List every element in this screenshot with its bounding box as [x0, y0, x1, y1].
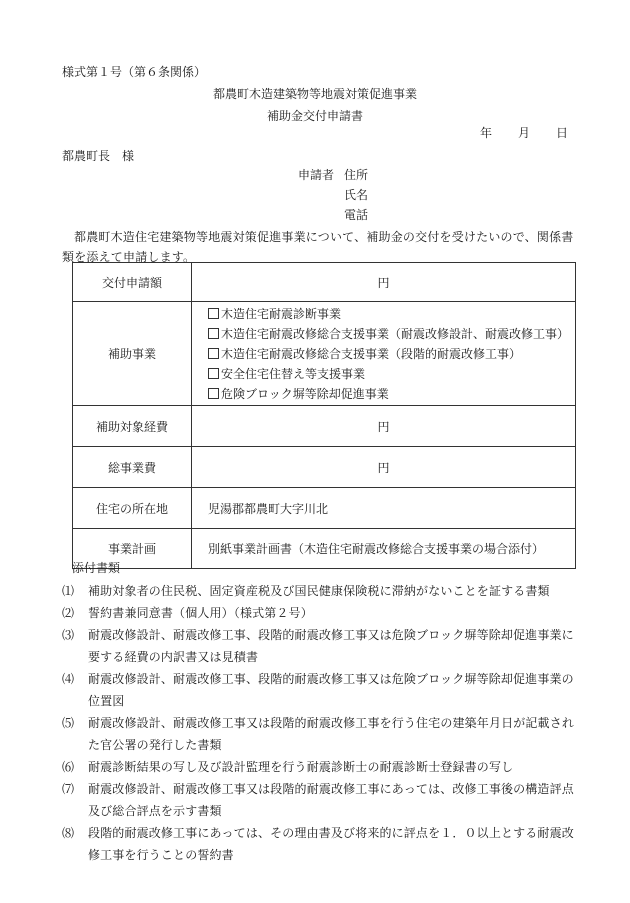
attachment-number: ⑻ [62, 826, 75, 840]
subsidy-option-5[interactable] [208, 384, 575, 404]
subsidy-project-options [192, 302, 576, 406]
attachment-text: 補助対象者の住民税、固定資産税及び国民健康保険税に滞納がないことを証する書類 [88, 584, 550, 598]
checkbox-icon[interactable] [208, 368, 219, 379]
attachment-text: 耐震診断結果の写し及び設計監理を行う耐震診断士の耐震診断士登録書の写し [88, 760, 514, 774]
row-requested-amount [73, 263, 576, 302]
attachment-number: ⑵ [62, 606, 75, 620]
attachment-item [62, 602, 576, 624]
subsidy-option-label: 安全住宅住替え等支援事業 [221, 366, 366, 381]
attachment-item [62, 822, 576, 866]
subsidy-option-1[interactable] [208, 304, 575, 324]
attachment-number: ⑷ [62, 672, 75, 686]
attachment-text: 耐震改修設計、耐震改修工事、段階的耐震改修工事又は危険ブロック塀等除却促進事業の位置図 [88, 672, 574, 708]
subsidy-option-label: 危険ブロック塀等除却促進事業 [221, 386, 389, 401]
eligible-cost-field[interactable]: 円 [192, 406, 576, 447]
location-value[interactable]: 児湯郡都農町大字川北 [192, 488, 576, 529]
total-cost-field[interactable]: 円 [192, 447, 576, 488]
attachment-text: 段階的耐震改修工事にあっては、その理由書及び将来的に評点を１．０以上とする耐震改修工事を行うことの誓約書 [88, 826, 574, 862]
subsidy-option-3[interactable] [208, 344, 575, 364]
subsidy-option-label: 木造住宅耐震改修総合支援事業（耐震改修設計、耐震改修工事） [221, 326, 570, 341]
attachment-item [62, 756, 576, 778]
intro-paragraph: 都農町木造住宅建築物等地震対策促進事業について、補助金の交付を受けたいので、関係書類を添えて申請します。 [62, 230, 574, 264]
date-month-label: 月 [518, 126, 531, 140]
attachment-number: ⑶ [62, 628, 75, 642]
attachment-number: ⑴ [62, 584, 75, 598]
addressee: 都農町長 様 [62, 149, 135, 163]
date-line [480, 125, 568, 141]
attachment-number: ⑹ [62, 760, 75, 774]
plan-value: 別紙事業計画書（木造住宅耐震改修総合支援事業の場合添付） [192, 529, 576, 569]
attachment-item [62, 668, 576, 712]
attachment-text: 耐震改修設計、耐震改修工事又は段階的耐震改修工事にあっては、改修工事後の構造評点及び総合評点を示す書類 [88, 782, 574, 818]
attachment-number: ⑺ [62, 782, 75, 796]
attachments-title: 添付書類 [72, 561, 121, 575]
attachment-text: 耐震改修設計、耐震改修工事又は段階的耐震改修工事を行う住宅の建築年月日が記載された官公署の発行した書類 [88, 716, 575, 752]
checkbox-icon[interactable] [208, 348, 219, 359]
total-cost-label: 総事業費 [73, 447, 192, 488]
subsidy-option-label: 木造住宅耐震診断事業 [221, 306, 342, 321]
applicant-address-label: 住所 [344, 168, 369, 182]
applicant-phone-label: 電話 [344, 208, 369, 222]
applicant-name-label: 氏名 [344, 188, 369, 202]
requested-amount-field[interactable]: 円 [192, 263, 576, 302]
requested-amount-label: 交付申請額 [73, 263, 192, 302]
location-label: 住宅の所在地 [73, 488, 192, 529]
attachment-item [62, 778, 576, 822]
row-eligible-cost [73, 406, 576, 447]
row-plan [73, 529, 576, 569]
plan-label: 事業計画 [73, 529, 192, 569]
date-day-label: 日 [556, 126, 569, 140]
checkbox-icon[interactable] [208, 308, 219, 319]
attachment-item [62, 712, 576, 756]
attachment-item [62, 580, 576, 602]
subsidy-project-label: 補助事業 [73, 302, 192, 406]
date-year-label: 年 [480, 126, 493, 140]
row-total-cost [73, 447, 576, 488]
attachments-list [62, 580, 576, 866]
applicant-label: 申請者 [298, 168, 335, 182]
attachment-number: ⑸ [62, 716, 75, 730]
subsidy-option-4[interactable] [208, 364, 575, 384]
eligible-cost-label: 補助対象経費 [73, 406, 192, 447]
document-title-line1: 都農町木造建築物等地震対策促進事業 [212, 87, 417, 101]
application-table [72, 262, 576, 569]
subsidy-option-2[interactable] [208, 324, 575, 344]
row-subsidy-project [73, 302, 576, 406]
form-number: 様式第１号（第６条関係） [62, 65, 207, 79]
subsidy-option-label: 木造住宅耐震改修総合支援事業（段階的耐震改修工事） [221, 346, 522, 361]
attachment-item [62, 624, 576, 668]
row-location [73, 488, 576, 529]
attachment-text: 耐震改修設計、耐震改修工事、段階的耐震改修工事又は危険ブロック塀等除却促進事業に要する経費の内訳書又は見積書 [88, 628, 574, 664]
attachment-text: 誓約書兼同意書（個人用）（様式第２号） [88, 606, 313, 620]
checkbox-icon[interactable] [208, 328, 219, 339]
checkbox-icon[interactable] [208, 388, 219, 399]
document-title-line2: 補助金交付申請書 [266, 109, 363, 123]
